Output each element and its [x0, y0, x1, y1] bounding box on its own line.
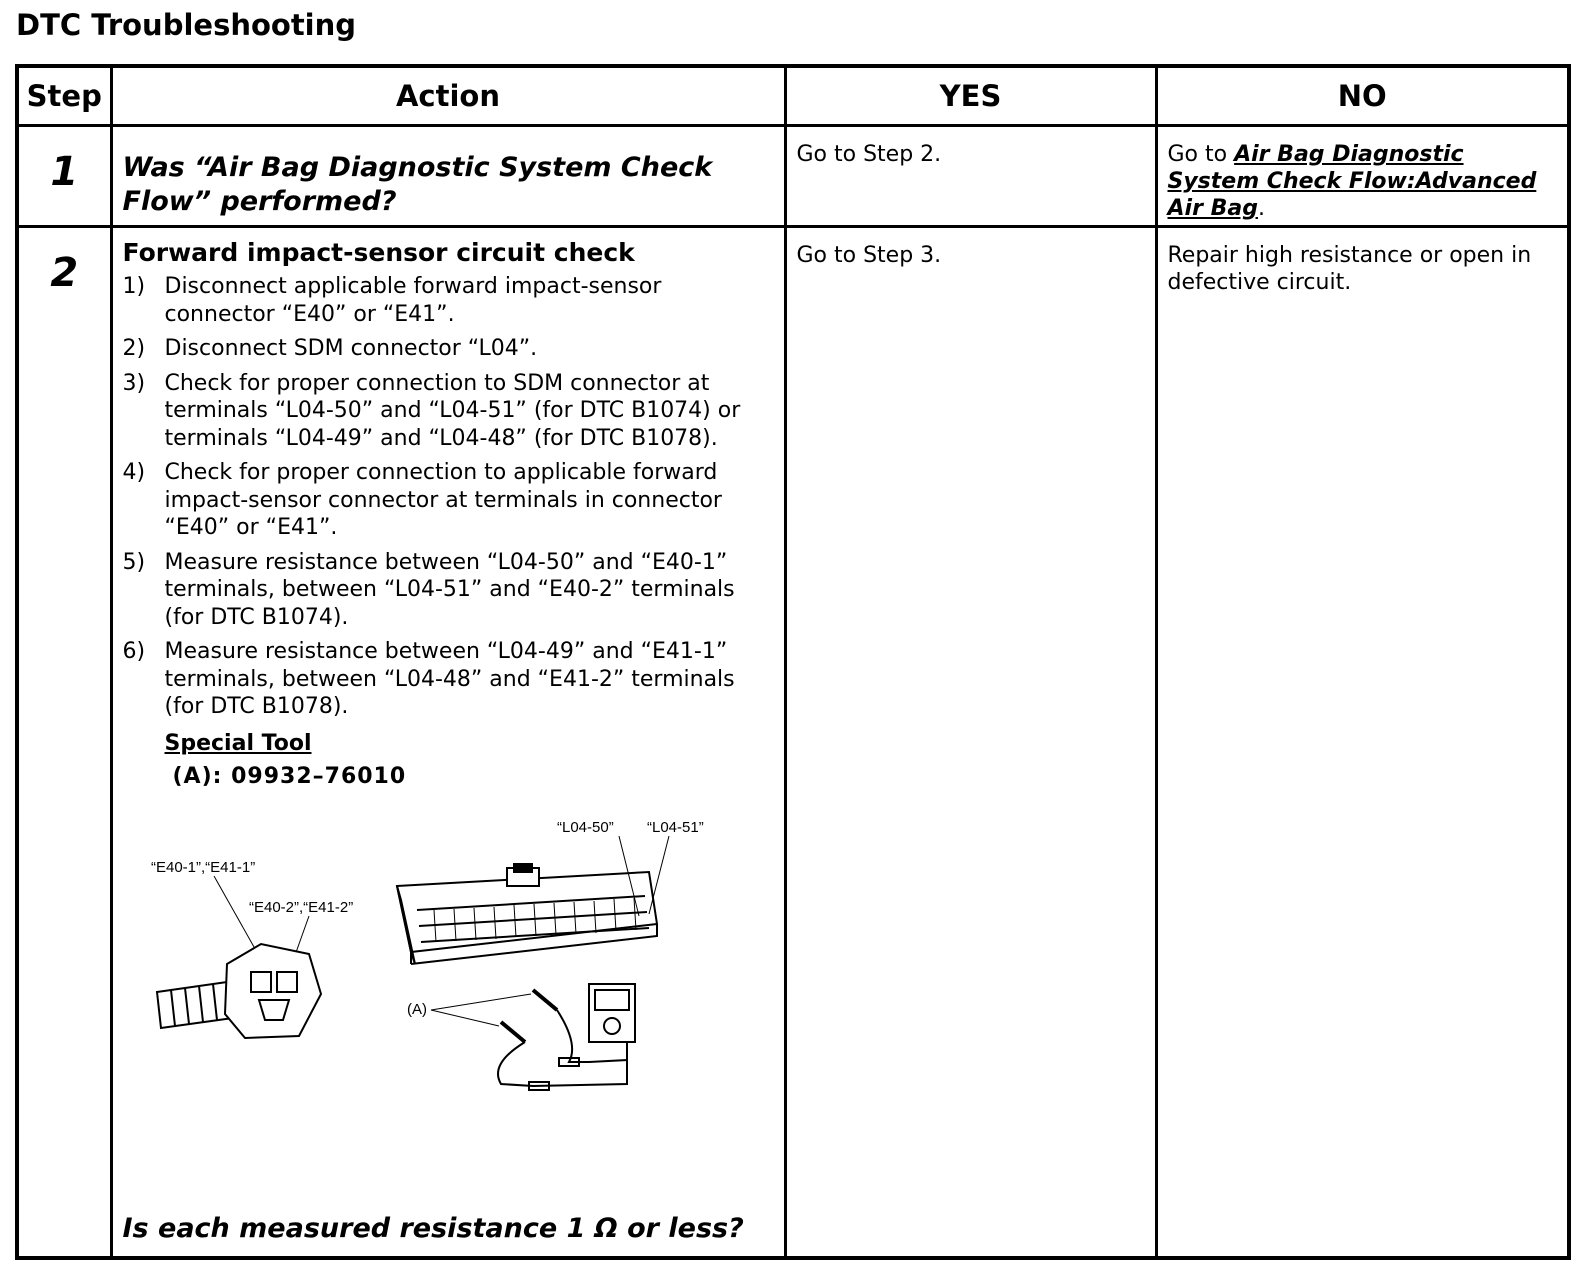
list-item: 6) Measure resistance between “L04-49” and “E41-1” terminals, between “L04-48” and “E41-2” terminals (for DTC B1078). — [122, 639, 735, 719]
sdm-connector-icon — [397, 864, 657, 964]
label-e40-1-e41-1: “E40-1”,“E41-1” — [150, 859, 255, 876]
list-item: 4) Check for proper connection to applicable forward impact-sensor connector at terminals in connector “E40” or “E41”. — [122, 460, 722, 540]
label-e40-2-e41-2: “E40-2”,“E41-2” — [248, 899, 353, 916]
special-tool-value: (A): 09932–76010 — [172, 763, 407, 789]
header-action: Action — [111, 66, 785, 126]
list-item: 2) Disconnect SDM connector “L04”. — [122, 336, 538, 361]
air-bag-check-flow-link[interactable]: Air Bag Diagnostic System Check Flow:Advanced Air Bag — [1167, 142, 1537, 221]
header-yes: YES — [785, 66, 1156, 126]
step-2-question: Is each measured resistance 1 Ω or less? — [122, 1213, 744, 1244]
ohmmeter-icon — [498, 984, 635, 1090]
step-1-no-prefix: Go to — [1167, 142, 1235, 167]
table-row-step-2 — [17, 227, 1569, 1259]
label-tool-a: (A) — [406, 1001, 427, 1018]
connector-illustration — [149, 814, 749, 1104]
page-title: DTC Troubleshooting — [16, 8, 357, 42]
step-number-2: 2 — [17, 227, 111, 1259]
step-1-no-suffix: . — [1257, 196, 1265, 221]
list-item: 5) Measure resistance between “L04-50” and “E40-1” terminals, between “L04-51” and “E40-2” terminals (for DTC B1074). — [122, 549, 735, 630]
step-2-list — [123, 273, 774, 721]
step-1-no — [1156, 126, 1569, 227]
list-item: 3) Check for proper connection to SDM connector at terminals “L04-50” and “L04-51” (for DTC B1074) or terminals “L04-49” and “L04-48” (for DTC B1078). — [122, 370, 741, 451]
step-2-no: Repair high resistance or open in defective circuit. — [1156, 227, 1569, 1259]
table-row-step-1 — [17, 126, 1569, 227]
impact-sensor-connector-icon — [157, 944, 321, 1038]
special-tool-label: Special Tool — [164, 730, 312, 756]
step-2-yes: Go to Step 3. — [785, 227, 1156, 1259]
label-l04-50: “L04-50” — [556, 819, 614, 836]
step-1-yes: Go to Step 2. — [785, 126, 1156, 227]
step-2-action — [111, 227, 785, 1259]
header-row — [17, 66, 1569, 126]
label-l04-51: “L04-51” — [646, 819, 704, 836]
list-item: 1) Disconnect applicable forward impact-sensor connector “E40” or “E41”. — [122, 274, 662, 327]
dtc-table — [15, 64, 1571, 1260]
header-step: Step — [17, 66, 111, 126]
step-number-1: 1 — [17, 126, 111, 227]
header-no: NO — [1156, 66, 1569, 126]
step-1-action: Was “Air Bag Diagnostic System Check Flow” performed? — [111, 126, 785, 227]
step-2-title: Forward impact-sensor circuit check — [122, 238, 635, 267]
